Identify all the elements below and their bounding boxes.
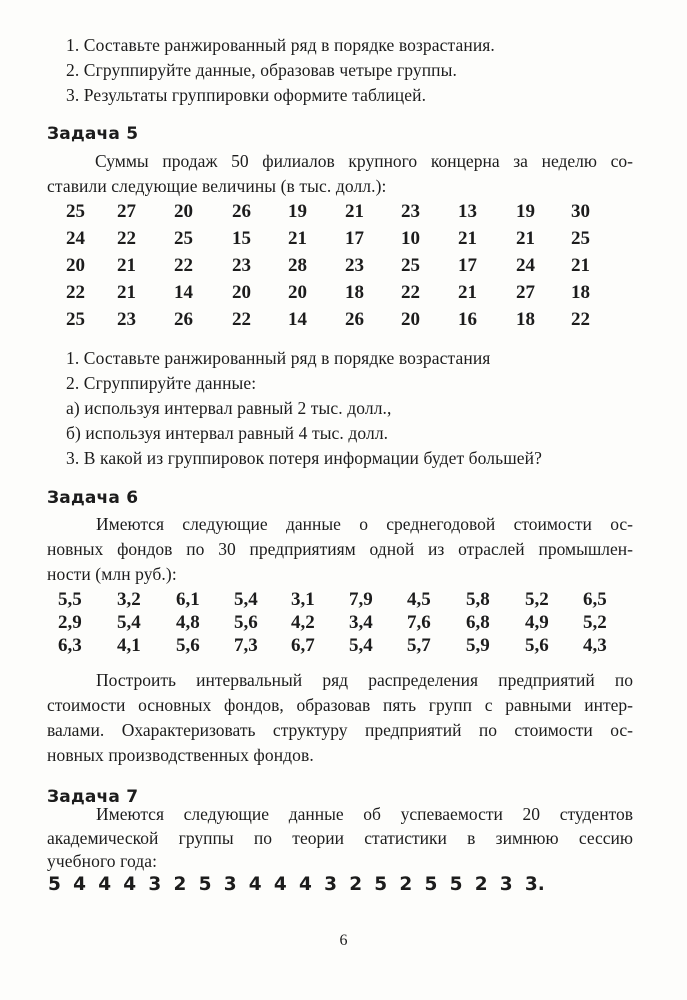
task5-text-line: Суммы продаж 50 филиалов крупного концерна за неделю со- — [95, 151, 633, 171]
task7-grade: 4 — [273, 874, 287, 895]
task6-value-cell: 3,2 — [117, 589, 141, 610]
task5-value-cell: 22 — [401, 282, 420, 303]
task6-value-cell: 5,8 — [466, 589, 490, 610]
task5-question: б) используя интервал равный 4 тыс. долл. — [66, 423, 389, 443]
task5-question: 2. Сгруппируйте данные: — [66, 373, 257, 393]
task5-value-cell: 22 — [232, 309, 251, 330]
task6-value-cell: 6,3 — [58, 635, 82, 656]
task6-value-cell: 6,5 — [583, 589, 607, 610]
intro-item: 3. Результаты группировки оформите таблицей. — [66, 85, 427, 105]
task6-value-cell: 3,1 — [291, 589, 315, 610]
task6-value-cell: 4,9 — [525, 612, 549, 633]
task5-value-cell: 22 — [66, 282, 85, 303]
task5-value-cell: 24 — [516, 255, 535, 276]
task5-value-cell: 20 — [66, 255, 85, 276]
task6-value-cell: 6,8 — [466, 612, 490, 633]
task6-value-cell: 3,4 — [349, 612, 373, 633]
task5-value-cell: 14 — [288, 309, 307, 330]
task7-grade: 2 — [399, 874, 413, 895]
task6-value-cell: 7,6 — [407, 612, 431, 633]
task5-value-cell: 18 — [571, 282, 590, 303]
task5-value-cell: 28 — [288, 255, 307, 276]
task6-instruction-line: Построить интервальный ряд распределения предприятий по — [96, 670, 633, 690]
task5-value-cell: 18 — [345, 282, 364, 303]
task5-value-cell: 20 — [288, 282, 307, 303]
task6-value-cell: 2,9 — [58, 612, 82, 633]
task5-value-cell: 19 — [516, 201, 535, 222]
task5-value-cell: 23 — [117, 309, 136, 330]
task7-grade: 5 — [198, 874, 212, 895]
task6-value-cell: 5,5 — [58, 589, 82, 610]
task5-question: 1. Составьте ранжированный ряд в порядке возрастания — [66, 348, 491, 368]
task5-question: а) используя интервал равный 2 тыс. долл., — [66, 398, 392, 418]
task5-value-cell: 25 — [401, 255, 420, 276]
task6-value-cell: 5,7 — [407, 635, 431, 656]
task7-text-line: учебного года: — [47, 851, 158, 871]
task7-grade: 2 — [173, 874, 187, 895]
task5-value-cell: 18 — [516, 309, 535, 330]
task5-value-cell: 25 — [174, 228, 193, 249]
task5-value-cell: 25 — [66, 201, 85, 222]
task7-grade: 3 — [499, 874, 513, 895]
task5-value-cell: 21 — [288, 228, 307, 249]
task6-value-cell: 7,9 — [349, 589, 373, 610]
task5-value-cell: 21 — [458, 228, 477, 249]
task6-instruction-line: новных производственных фондов. — [47, 745, 314, 765]
task5-value-cell: 21 — [345, 201, 364, 222]
task5-value-cell: 17 — [345, 228, 364, 249]
task6-value-cell: 4,2 — [291, 612, 315, 633]
task5-value-cell: 21 — [571, 255, 590, 276]
task7-grade: 5 — [48, 874, 61, 895]
task5-value-cell: 26 — [174, 309, 193, 330]
task7-grade: 4 — [248, 874, 262, 895]
task5-value-cell: 23 — [232, 255, 251, 276]
task6-value-cell: 4,5 — [407, 589, 431, 610]
task6-value-cell: 5,4 — [349, 635, 373, 656]
task6-value-cell: 4,3 — [583, 635, 607, 656]
task7-grade: 3 — [324, 874, 337, 895]
task6-value-cell: 5,4 — [234, 589, 258, 610]
task5-value-cell: 21 — [117, 282, 136, 303]
task6-text-line: Имеются следующие данные о среднегодовой стоимости ос- — [96, 514, 633, 534]
task5-value-cell: 26 — [232, 201, 251, 222]
task7-grade: 2 — [474, 874, 488, 895]
task6-value-cell: 6,1 — [176, 589, 200, 610]
task5-value-cell: 30 — [571, 201, 590, 222]
task6-value-cell: 5,4 — [117, 612, 141, 633]
task7-grade: 5 — [449, 874, 463, 895]
task5-value-cell: 20 — [174, 201, 193, 222]
task7-grade: 3. — [524, 874, 545, 895]
task5-value-cell: 20 — [401, 309, 420, 330]
task5-value-cell: 22 — [174, 255, 193, 276]
task5-value-cell: 24 — [66, 228, 85, 249]
task6-text-line: ности (млн руб.): — [47, 564, 177, 584]
intro-item: 2. Сгруппируйте данные, образовав четыре группы. — [66, 60, 457, 80]
task5-value-cell: 16 — [458, 309, 477, 330]
task5-value-cell: 21 — [117, 255, 136, 276]
task6-value-cell: 4,8 — [176, 612, 200, 633]
task7-grade: 4 — [299, 874, 312, 895]
task6-value-cell: 5,9 — [466, 635, 490, 656]
task5-value-cell: 15 — [232, 228, 251, 249]
task5-value-cell: 23 — [401, 201, 420, 222]
task6-value-cell: 5,6 — [176, 635, 200, 656]
task6-instruction-line: стоимости основных фондов, образовав пять групп с равными интер- — [47, 695, 633, 715]
task7-grade: 4 — [73, 874, 86, 895]
task7-grade: 3 — [223, 874, 237, 895]
task6-instruction-line: валами. Охарактеризовать структуру предприятий по стоимости ос- — [47, 720, 633, 740]
task5-value-cell: 19 — [288, 201, 307, 222]
task5-value-cell: 23 — [345, 255, 364, 276]
task6-value-cell: 5,6 — [234, 612, 258, 633]
task7-grade: 5 — [424, 874, 438, 895]
task5-question: 3. В какой из группировок потеря информации будет большей? — [66, 448, 542, 468]
task7-grade: 3 — [148, 874, 162, 895]
task5-value-cell: 14 — [174, 282, 193, 303]
task7-text-line: академической группы по теории статистики в зимнюю сессию — [47, 828, 633, 848]
task5-value-cell: 17 — [458, 255, 477, 276]
page-number: 6 — [339, 932, 348, 949]
task6-value-cell: 5,6 — [525, 635, 549, 656]
task5-text-line: ставили следующие величины (в тыс. долл.): — [47, 176, 387, 196]
task7-grade: 2 — [349, 874, 363, 895]
task5-value-cell: 25 — [66, 309, 85, 330]
task6-text-line: новных фондов по 30 предприятиям одной из отраслей промышлен- — [47, 539, 633, 559]
task7-grade: 5 — [374, 874, 388, 895]
task5-heading: Задача 5 — [47, 124, 139, 144]
task5-value-cell: 21 — [458, 282, 477, 303]
intro-item: 1. Составьте ранжированный ряд в порядке возрастания. — [66, 35, 495, 55]
task6-value-cell: 7,3 — [234, 635, 258, 656]
task6-value-cell: 5,2 — [525, 589, 549, 610]
task7-heading: Задача 7 — [47, 787, 139, 807]
task5-value-cell: 27 — [516, 282, 535, 303]
task5-value-cell: 10 — [401, 228, 420, 249]
task5-value-cell: 21 — [516, 228, 535, 249]
task7-grade: 4 — [98, 874, 112, 895]
task7-text-line: Имеются следующие данные об успеваемости 20 студентов — [96, 804, 633, 824]
task5-value-cell: 22 — [117, 228, 136, 249]
task5-value-cell: 20 — [232, 282, 251, 303]
task5-value-cell: 25 — [571, 228, 590, 249]
task6-heading: Задача 6 — [47, 488, 139, 508]
task5-value-cell: 13 — [458, 201, 477, 222]
task5-value-cell: 26 — [345, 309, 364, 330]
task5-value-cell: 27 — [117, 201, 136, 222]
task5-value-cell: 22 — [571, 309, 590, 330]
task6-value-cell: 4,1 — [117, 635, 141, 656]
task6-value-cell: 6,7 — [291, 635, 315, 656]
task7-grade: 4 — [123, 874, 137, 895]
task6-value-cell: 5,2 — [583, 612, 607, 633]
